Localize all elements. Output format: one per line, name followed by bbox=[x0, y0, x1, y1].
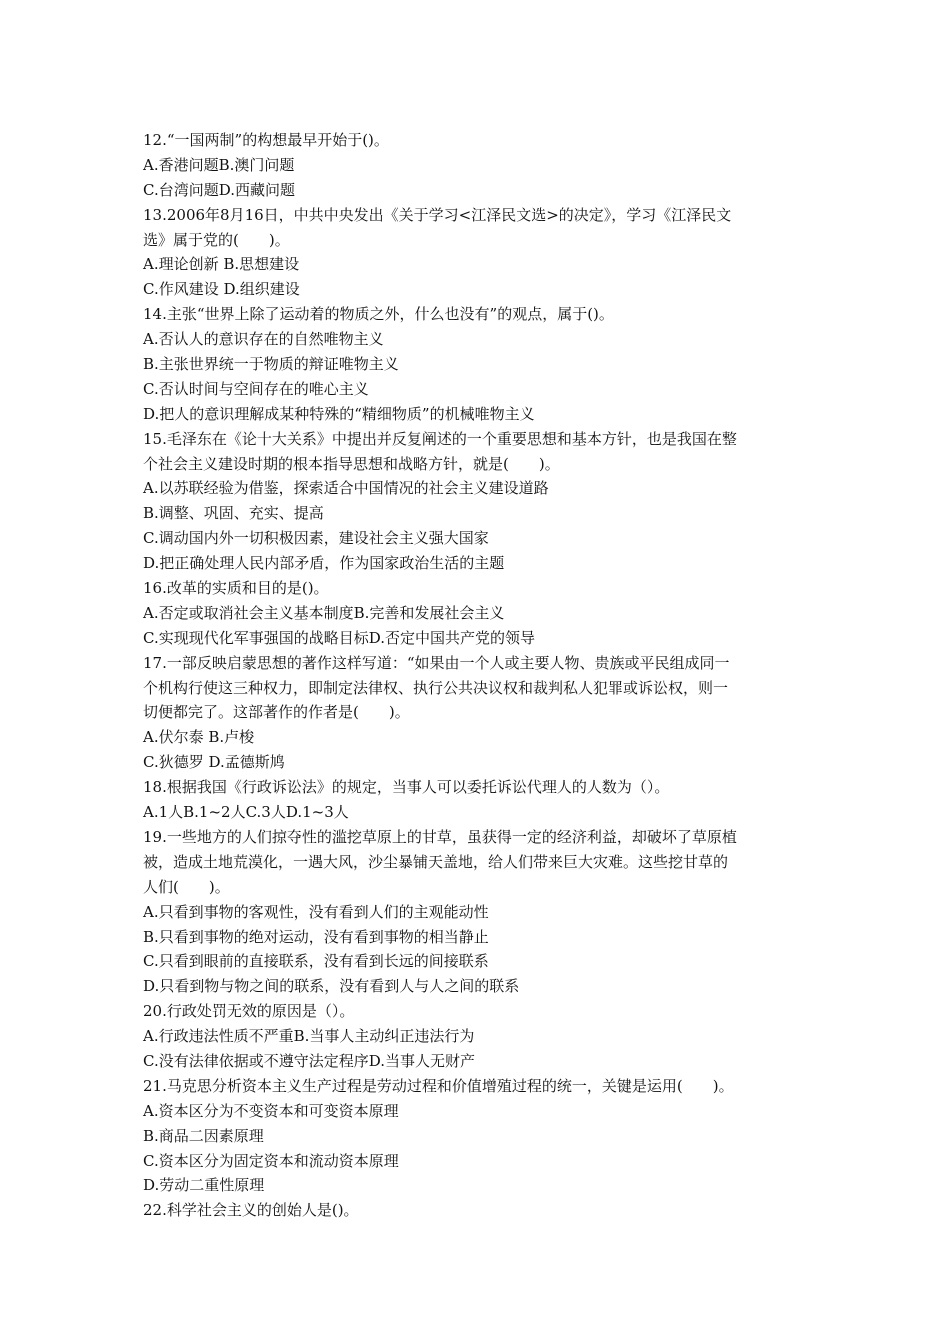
question-15-stem-line-1: 15.毛泽东在《论十大关系》中提出并反复阐述的一个重要思想和基本方针，也是我国在整 bbox=[143, 429, 737, 448]
question-22-stem: 22.科学社会主义的创始人是()。 bbox=[143, 1201, 359, 1220]
question-15-stem-line-2: 个社会主义建设时期的根本指导思想和战略方针，就是( )。 bbox=[143, 454, 560, 473]
question-12-stem: 12.“一国两制”的构想最早开始于()。 bbox=[143, 131, 389, 149]
question-16-options-cd: C.实现现代化军事强国的战略目标D.否定中国共产党的领导 bbox=[143, 628, 535, 647]
question-19-stem-line-3: 人们( )。 bbox=[143, 877, 230, 896]
question-21-option-a: A.资本区分为不变资本和可变资本原理 bbox=[143, 1101, 399, 1120]
question-18-options: A.1人B.1~2人C.3人D.1~3人 bbox=[143, 803, 349, 822]
question-13-options-cd: C.作风建设 D.组织建设 bbox=[143, 280, 300, 299]
question-18-stem: 18.根据我国《行政诉讼法》的规定，当事人可以委托诉讼代理人的人数为（）。 bbox=[143, 778, 670, 797]
question-14-option-c: C.否认时间与空间存在的唯心主义 bbox=[143, 379, 369, 398]
question-12-options-cd: C.台湾问题D.西藏问题 bbox=[143, 180, 295, 199]
question-13-stem-line-1: 13.2006年8月16日，中共中央发出《关于学习<江泽民文选>的决定》，学习《江泽民文 bbox=[143, 205, 732, 224]
question-14-option-b: B.主张世界统一于物质的辩证唯物主义 bbox=[143, 355, 399, 374]
question-19-option-d: D.只看到物与物之间的联系，没有看到人与人之间的联系 bbox=[143, 977, 520, 996]
question-15-option-d: D.把正确处理人民内部矛盾，作为国家政治生活的主题 bbox=[143, 554, 505, 573]
question-17-stem-line-2: 个机构行使这三种权力，即制定法律权、执行公共决议权和裁判私人犯罪或诉讼权，则一 bbox=[143, 678, 729, 697]
question-19-stem-line-1: 19.一些地方的人们掠夺性的滥挖草原上的甘草，虽获得一定的经济利益，却破坏了草原植 bbox=[143, 827, 737, 846]
question-21-option-c: C.资本区分为固定资本和流动资本原理 bbox=[143, 1151, 399, 1170]
question-20-stem: 20.行政处罚无效的原因是（）。 bbox=[143, 1002, 355, 1021]
question-16-options-ab: A.否定或取消社会主义基本制度B.完善和发展社会主义 bbox=[143, 603, 505, 622]
question-15-option-c: C.调动国内外一切积极因素，建设社会主义强大国家 bbox=[143, 529, 489, 548]
question-16-stem: 16.改革的实质和目的是()。 bbox=[143, 579, 329, 598]
question-19-option-c: C.只看到眼前的直接联系，没有看到长远的间接联系 bbox=[143, 952, 489, 971]
question-14-stem: 14.主张“世界上除了运动着的物质之外，什么也没有”的观点，属于()。 bbox=[143, 305, 614, 324]
question-15-option-b: B.调整、巩固、充实、提高 bbox=[143, 504, 324, 523]
question-13-options-ab: A.理论创新 B.思想建设 bbox=[143, 255, 300, 274]
question-19-stem-line-2: 被，造成土地荒漠化，一遇大风，沙尘暴铺天盖地，给人们带来巨大灾难。这些挖甘草的 bbox=[143, 852, 729, 871]
question-list bbox=[143, 128, 813, 1223]
question-20-options-cd: C.没有法律依据或不遵守法定程序D.当事人无财产 bbox=[143, 1051, 475, 1070]
question-13-stem-line-2: 选》属于党的( )。 bbox=[143, 230, 290, 249]
question-17-stem-line-1: 17.一部反映启蒙思想的著作这样写道：“如果由一个人或主要人物、贵族或平民组成同一 bbox=[143, 653, 730, 672]
question-17-options-ab: A.伏尔泰 B.卢梭 bbox=[143, 728, 255, 747]
question-14-option-d: D.把人的意识理解成某种特殊的“精细物质”的机械唯物主义 bbox=[143, 404, 535, 423]
question-20-options-ab: A.行政违法性质不严重B.当事人主动纠正违法行为 bbox=[143, 1027, 475, 1046]
question-17-options-cd: C.狄德罗 D.孟德斯鸠 bbox=[143, 753, 285, 772]
question-14-option-a: A.否认人的意识存在的自然唯物主义 bbox=[143, 330, 384, 349]
question-12-options-ab: A.香港问题B.澳门问题 bbox=[143, 155, 295, 174]
question-21-option-d: D.劳动二重性原理 bbox=[143, 1176, 265, 1195]
question-19-option-b: B.只看到事物的绝对运动，没有看到事物的相当静止 bbox=[143, 927, 489, 946]
question-21-option-b: B.商品二因素原理 bbox=[143, 1126, 264, 1145]
question-19-option-a: A.只看到事物的客观性，没有看到人们的主观能动性 bbox=[143, 902, 489, 921]
question-15-option-a: A.以苏联经验为借鉴，探索适合中国情况的社会主义建设道路 bbox=[143, 479, 549, 498]
question-21-stem: 21.马克思分析资本主义生产过程是劳动过程和价值增殖过程的统一，关键是运用( )。 bbox=[143, 1076, 734, 1095]
question-17-stem-line-3: 切便都完了。这部著作的作者是( )。 bbox=[143, 703, 410, 722]
